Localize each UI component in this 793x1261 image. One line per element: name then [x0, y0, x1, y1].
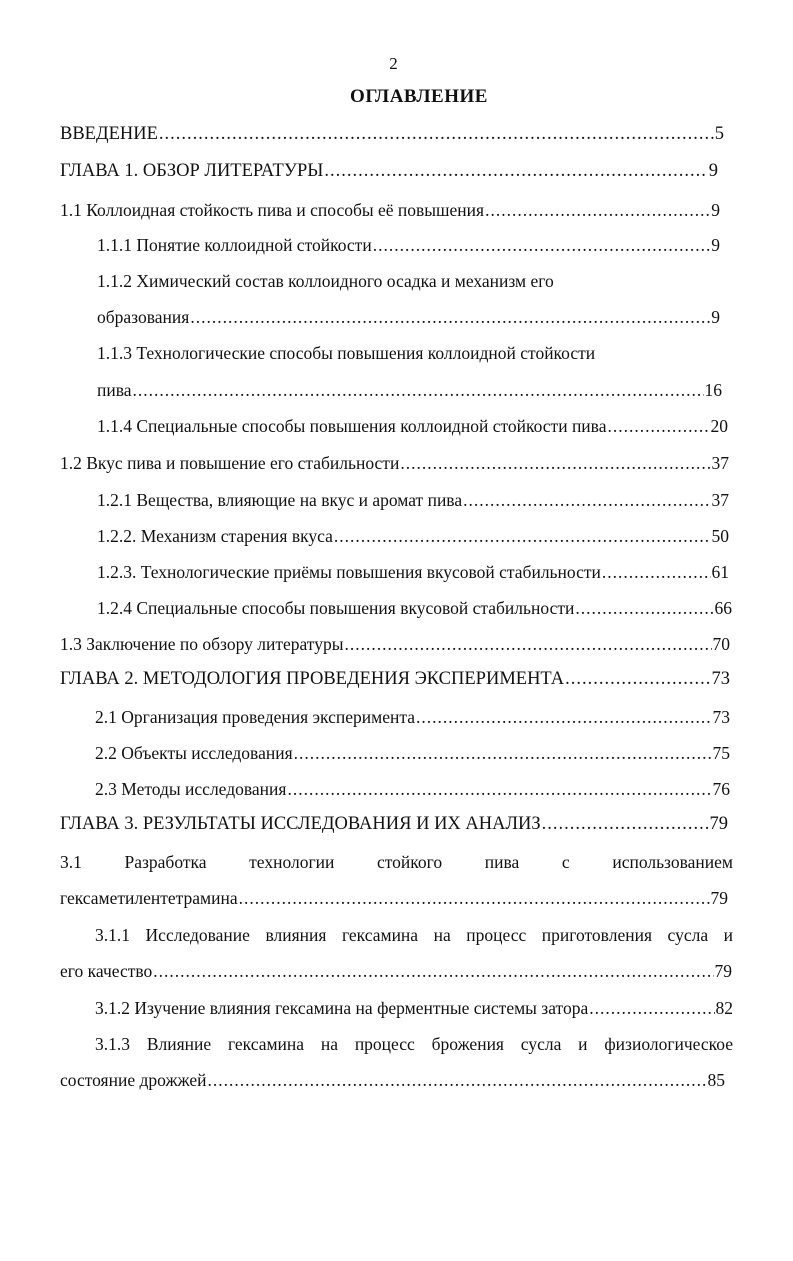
toc-entry-chapter-2[interactable]: [60, 669, 730, 690]
toc-entry-page: 82: [715, 998, 733, 1018]
toc-entry-page: 76: [712, 779, 730, 799]
toc-entry-3-1-1[interactable]: [60, 961, 732, 982]
leader-dots: [344, 634, 711, 655]
toc-entry-page: 9: [711, 235, 720, 255]
leader-dots: [239, 888, 710, 909]
toc-entry-page: 9: [708, 161, 718, 181]
leader-dots: [373, 235, 711, 256]
toc-entry-page: 37: [711, 453, 729, 473]
toc-entry-page: 73: [712, 707, 730, 727]
leader-dots: [607, 416, 709, 437]
toc-entry-3-1-3[interactable]: [60, 1070, 725, 1091]
toc-entry-text: ГЛАВА 3. РЕЗУЛЬТАТЫ ИССЛЕДОВАНИЯ И ИХ АНАЛИЗ: [60, 814, 541, 834]
leader-dots: [575, 598, 713, 619]
toc-word: с: [561, 852, 570, 872]
toc-entry-text: ГЛАВА 1. ОБЗОР ЛИТЕРАТУРЫ: [60, 161, 324, 181]
toc-entry-chapter-3[interactable]: [60, 814, 728, 835]
toc-entry-page: 37: [711, 490, 729, 510]
leader-dots: [208, 1070, 707, 1091]
toc-entry-text: 2.2 Объекты исследования: [95, 743, 293, 763]
toc-entry-2-2[interactable]: [95, 743, 730, 764]
toc-entry-page: 9: [711, 307, 720, 327]
toc-entry-page: 85: [707, 1070, 725, 1090]
toc-entry-page: 5: [714, 124, 724, 144]
toc-entry-text: 1.2.1 Вещества, влияющие на вкус и аромат пива: [97, 490, 463, 510]
toc-entry-3-1-2[interactable]: [95, 998, 733, 1019]
toc-entry-page: 79: [710, 888, 728, 908]
toc-entry-2-1[interactable]: [95, 707, 730, 728]
toc-entry-chapter-1[interactable]: [60, 161, 718, 182]
toc-entry-page: 73: [711, 669, 730, 689]
toc-word: стойкого: [376, 852, 443, 872]
toc-entry-text: пива: [97, 380, 132, 400]
toc-entry-3-1[interactable]: [60, 888, 728, 909]
toc-entry-text: 3.1.2 Изучение влияния гексамина на ферментные системы затора: [95, 998, 589, 1018]
toc-entry-page: 61: [711, 562, 729, 582]
toc-entry-text: 1.1 Коллоидная стойкость пива и способы её повышения: [60, 200, 485, 220]
toc-entry-1-1-2-text[interactable]: 1.1.2 Химический состав коллоидного осадка и механизм его: [97, 271, 554, 291]
leader-dots: [542, 814, 709, 835]
leader-dots: [565, 669, 710, 690]
toc-entry-text: 1.2.2. Механизм старения вкуса: [97, 526, 333, 546]
toc-entry-1-2-1[interactable]: [97, 490, 729, 511]
toc-word: Разработка: [124, 852, 207, 872]
toc-entry-1-1-3-text[interactable]: 1.1.3 Технологические способы повышения коллоидной стойкости: [97, 343, 596, 363]
toc-entry-3-1-1-text[interactable]: 3.1.1 Исследование влияния гексамина на процесс приготовления сусла и: [95, 925, 733, 945]
leader-dots: [159, 124, 714, 145]
leader-dots: [463, 490, 710, 511]
leader-dots: [133, 380, 704, 401]
toc-entry-text: состояние дрожжей: [60, 1070, 207, 1090]
toc-entry-1-1-3[interactable]: [97, 380, 722, 401]
toc-entry-text: 1.2 Вкус пива и повышение его стабильности: [60, 453, 400, 473]
toc-entry-1-3[interactable]: [60, 634, 730, 655]
toc-word: использованием: [612, 852, 733, 872]
toc-entry-page: 16: [704, 380, 722, 400]
toc-entry-text: 1.1.1 Понятие коллоидной стойкости: [97, 235, 372, 255]
toc-entry-text: гексаметилентетрамина: [60, 888, 238, 908]
toc-entry-1-2-4[interactable]: [97, 598, 732, 619]
toc-entry-page: 9: [711, 200, 720, 220]
leader-dots: [589, 998, 714, 1019]
leader-dots: [324, 161, 707, 182]
toc-entry-1-1-1[interactable]: [97, 235, 720, 256]
toc-entry-1-1[interactable]: [60, 200, 720, 221]
toc-word: 3.1: [60, 852, 82, 872]
toc-entry-1-2[interactable]: [60, 453, 729, 474]
toc-entry-text: ГЛАВА 2. МЕТОДОЛОГИЯ ПРОВЕДЕНИЯ ЭКСПЕРИМЕНТА: [60, 669, 565, 689]
toc-entry-page: 79: [709, 814, 728, 834]
leader-dots: [153, 961, 713, 982]
toc-entry-text: его качество: [60, 961, 153, 981]
toc-entry-page: 70: [712, 634, 730, 654]
page-number: 2: [389, 54, 398, 73]
page-title: ОГЛАВЛЕНИЕ: [350, 86, 488, 107]
toc-entry-page: 20: [710, 416, 728, 436]
leader-dots: [485, 200, 710, 221]
toc-entry-1-2-3[interactable]: [97, 562, 729, 583]
toc-entry-page: 79: [714, 961, 732, 981]
toc-entry-page: 75: [712, 743, 730, 763]
toc-entry-text: 1.2.3. Технологические приёмы повышения вкусовой стабильности: [97, 562, 601, 582]
leader-dots: [190, 307, 710, 328]
toc-entry-text: 2.1 Организация проведения эксперимента: [95, 707, 415, 727]
toc-entry-3-1-3-text[interactable]: 3.1.3 Влияние гексамина на процесс брожения сусла и физиологическое: [95, 1034, 733, 1054]
toc-entry-text: ВВЕДЕНИЕ: [60, 124, 158, 144]
toc-entry-text: 1.3 Заключение по обзору литературы: [60, 634, 344, 654]
leader-dots: [287, 779, 711, 800]
toc-word: технологии: [249, 852, 335, 872]
toc-entry-text: образования: [97, 307, 190, 327]
toc-entry-1-1-4[interactable]: [97, 416, 728, 437]
toc-entry-text: 1.2.4 Специальные способы повышения вкусовой стабильности: [97, 598, 575, 618]
leader-dots: [602, 562, 711, 583]
leader-dots: [334, 526, 711, 547]
toc-entry-text: 1.1.4 Специальные способы повышения коллоидной стойкости пива: [97, 416, 607, 436]
toc-entry-intro[interactable]: [60, 124, 724, 145]
toc-entry-page: 66: [714, 598, 732, 618]
toc-entry-1-1-2[interactable]: [97, 307, 720, 328]
toc-entry-text: 2.3 Методы исследования: [95, 779, 287, 799]
leader-dots: [416, 707, 712, 728]
leader-dots: [400, 453, 710, 474]
toc-word: пива: [484, 852, 520, 872]
toc-entry-2-3[interactable]: [95, 779, 730, 800]
toc-entry-page: 50: [711, 526, 729, 546]
leader-dots: [294, 743, 712, 764]
toc-entry-1-2-2[interactable]: [97, 526, 729, 547]
toc-entry-3-1-text[interactable]: [60, 852, 733, 873]
